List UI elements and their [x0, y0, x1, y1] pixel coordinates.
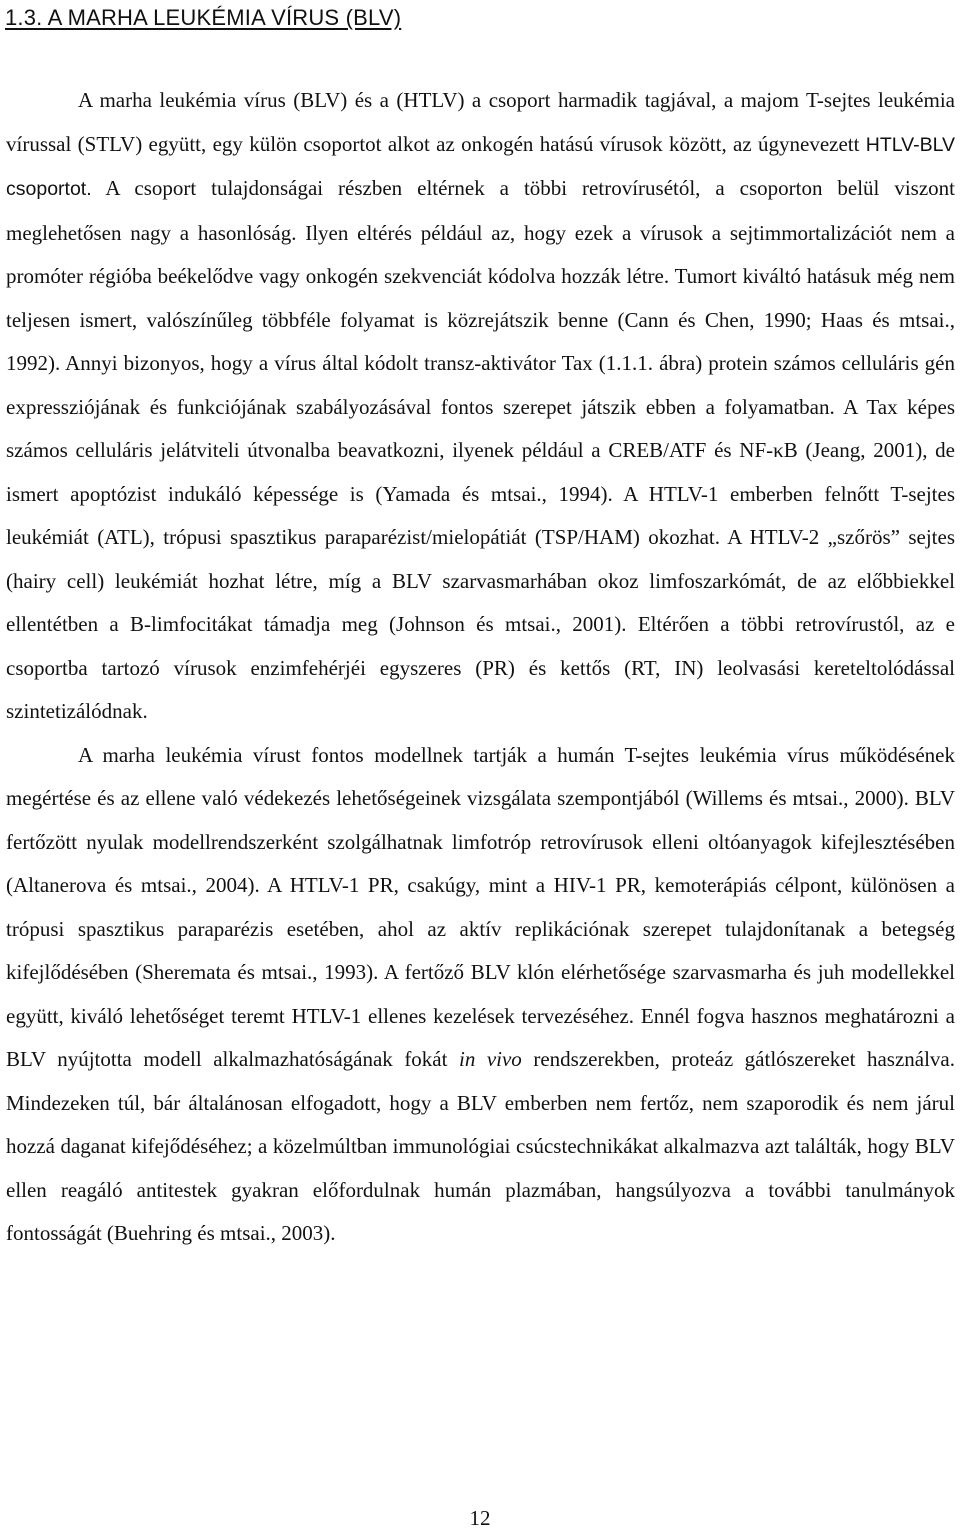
paragraph-1-text-a: A marha leukémia vírus (BLV) és a (HTLV) a csoport harmadik tagjával, a majom T-sejtes leukémia vírussal (STLV) együtt, egy külön csoportot alkot az onkogén hatású vírusok között, az úgynevezett: [6, 88, 955, 156]
paragraph-2-text-a: A marha leukémia vírust fontos modellnek tartják a humán T-sejtes leukémia vírus működésének megértése és az ellene való védekezés lehetőségeinek vizsgálata szempontjából (Willems és mtsai., 2000). BLV fertőzött nyulak modellrendszerként szolgálhatnak limfotróp retrovírusok elleni oltóanyagok kifejlesztésében (Altanerova és mtsai., 2004). A HTLV-1 PR, csakúgy, mint a HIV-1 PR, kemoterápiás célpont, különösen a trópusi spasztikus paraparézis esetében, ahol az aktív replikációnak szerepet tulajdonítanak a betegség kifejlődésében (Sheremata és mtsai., 1993). A fertőző BLV klón elérhetősége szarvasmarha és juh modellekkel együtt, kiváló lehetőséget teremt HTLV-1 ellenes kezelések tervezéséhez. Ennél fogva hasznos meghatározni a BLV nyújtotta modell alkalmazhatóságának fokát: [6, 742, 955, 1071]
paragraph-2: [6, 734, 955, 1256]
document-body: [6, 79, 955, 1256]
section-heading: 1.3. A MARHA LEUKÉMIA VÍRUS (BLV): [5, 5, 402, 30]
paragraph-1-text-b: HTLV-BLV csoportot.: [6, 133, 955, 200]
page-number: 12: [469, 1506, 491, 1530]
paragraph-1-text-c: A csoport tulajdonságai részben eltérnek a többi retrovírusétól, a csoporton belül viszont meglehetősen nagy a hasonlóság. Ilyen eltérés például az, hogy ezek a vírusok a sejtimmortalizációt nem a promóter régióba beékelődve vagy onkogén szekvenciát kódolva hozzák létre. Tumort kiváltó hatásuk még nem teljesen ismert, valószínűleg többféle folyamat is közrejátszik benne (Cann és Chen, 1990; Haas és mtsai., 1992). Annyi bizonyos, hogy a vírus által kódolt transz-aktivátor Tax (1.1.1. ábra) protein számos celluláris gén expressziójának és funkciójának szabályozásával fontos szerepet játszik ebben a folyamatban. A Tax képes számos celluláris jelátviteli útvonalba beavatkozni, ilyenek például a CREB/ATF és NF-κB (Jeang, 2001), de ismert apoptózist indukáló képessége is (Yamada és mtsai., 1994). A HTLV-1 emberben felnőtt T-sejtes leukémiát (ATL), trópusi spasztikus paraparézist/mielopátiát (TSP/HAM) okozhat. A HTLV-2 „szőrös” sejtes (hairy cell) leukémiát hozhat létre, míg a BLV szarvasmarhában okoz limfoszarkómát, de az előbbiekkel ellentétben a B-limfocitákat támadja meg (Johnson és mtsai., 2001). Eltérően a többi retrovírustól, az e csoportba tartozó vírusok enzimfehérjéi egyszeres (PR) és kettős (RT, IN) leolvasási kereteltolódással szintetizálódnak.: [6, 176, 955, 723]
paragraph-2-text-b: rendszerekben, proteáz gátlószereket használva. Mindezeken túl, bár általánosan elfogadott, hogy a BLV emberben nem fertőz, nem szaporodik és nem járul hozzá daganat kifejődéséhez; a közelmúltban immunológiai csúcstechnikákat alkalmazva azt találták, hogy BLV ellen reagáló antitestek gyakran előfordulnak humán plazmában, hangsúlyozva a további tanulmányok fontosságát (Buehring és mtsai., 2003).: [6, 1047, 955, 1245]
paragraph-1: [6, 79, 955, 734]
paragraph-2-italic-term: in vivo: [458, 1047, 522, 1071]
